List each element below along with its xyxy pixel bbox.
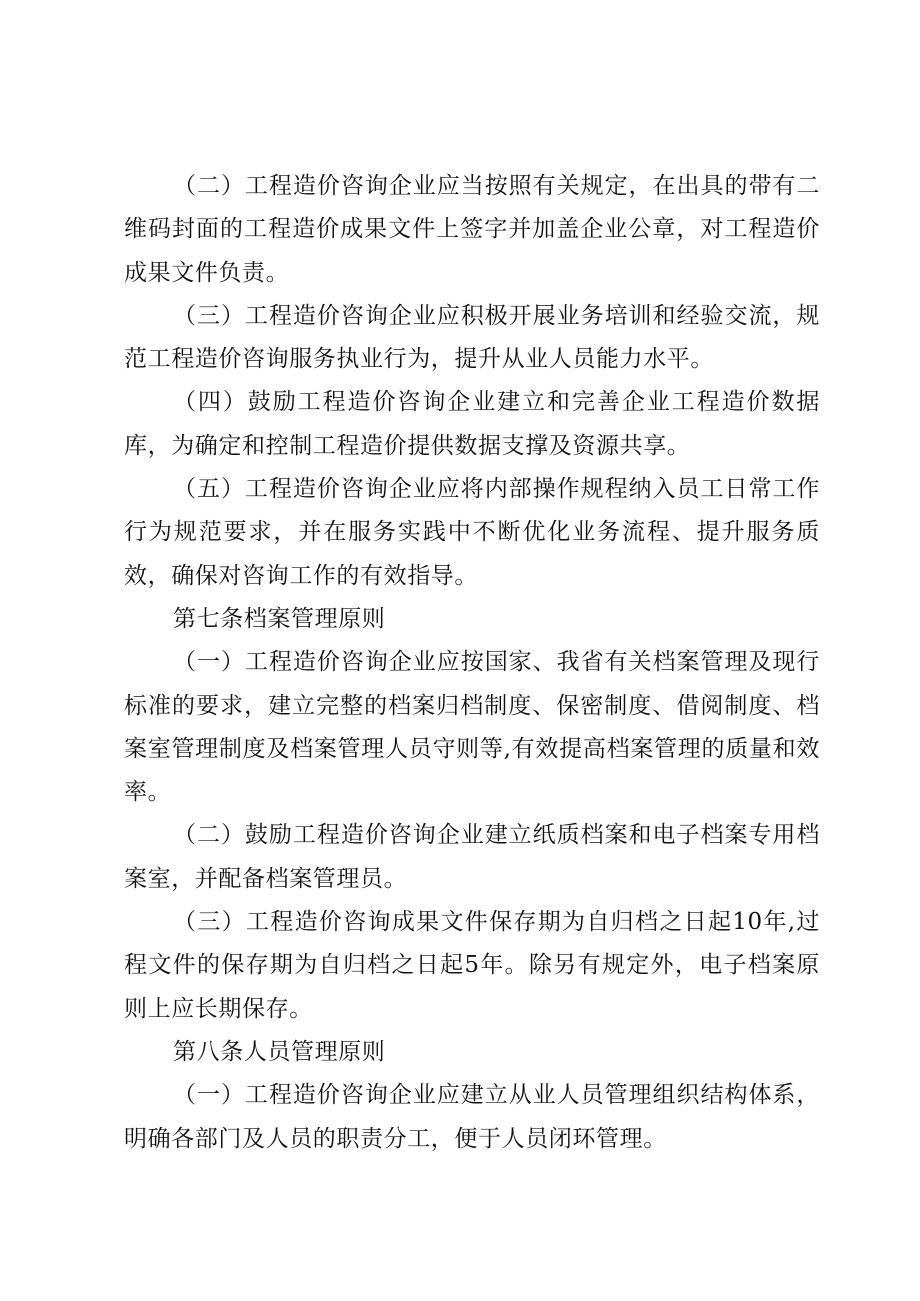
- paragraph-7-2: （二）鼓励工程造价咨询企业建立纸质档案和电子档案专用档案室，并配备档案管理员。: [124, 822, 820, 892]
- paragraph-2-5: （五）工程造价咨询企业应将内部操作规程纳入员工日常工作行为规范要求，并在服务实践中不断优化业务流程、提升服务质效，确保对咨询工作的有效指导。: [124, 476, 820, 589]
- document-body: [124, 165, 820, 1161]
- paragraph-2-3: （三）工程造价咨询企业应积极开展业务培训和经验交流，规范工程造价咨询服务执业行为，提升从业人员能力水平。: [124, 302, 820, 373]
- paragraph-7-3: （三）工程造价咨询成果文件保存期为自归档之日起10年,过程文件的保存期为自归档之日起5年。除另有规定外，电子档案原则上应长期保存。: [124, 909, 820, 1022]
- paragraph-7-1: （一）工程造价咨询企业应按国家、我省有关档案管理及现行标准的要求，建立完整的档案归档制度、保密制度、借阅制度、档案室管理制度及档案管理人员守则等,有效提高档案管理的质量和效率。: [124, 649, 820, 806]
- article-7-heading: 第七条档案管理原则: [173, 605, 386, 632]
- paragraph-2-2: （二）工程造价咨询企业应当按照有关规定，在出具的带有二维码封面的工程造价成果文件上签字并加盖企业公章，对工程造价成果文件负责。: [124, 173, 820, 286]
- paragraph-8-1: （一）工程造价咨询企业应建立从业人员管理组织结构体系，明确各部门及人员的职责分工，便于人员闭环管理。: [124, 1082, 820, 1152]
- paragraph-2-4: （四）鼓励工程造价咨询企业建立和完善企业工程造价数据库，为确定和控制工程造价提供数据支撑及资源共享。: [124, 389, 820, 459]
- article-8-heading: 第八条人员管理原则: [173, 1038, 386, 1065]
